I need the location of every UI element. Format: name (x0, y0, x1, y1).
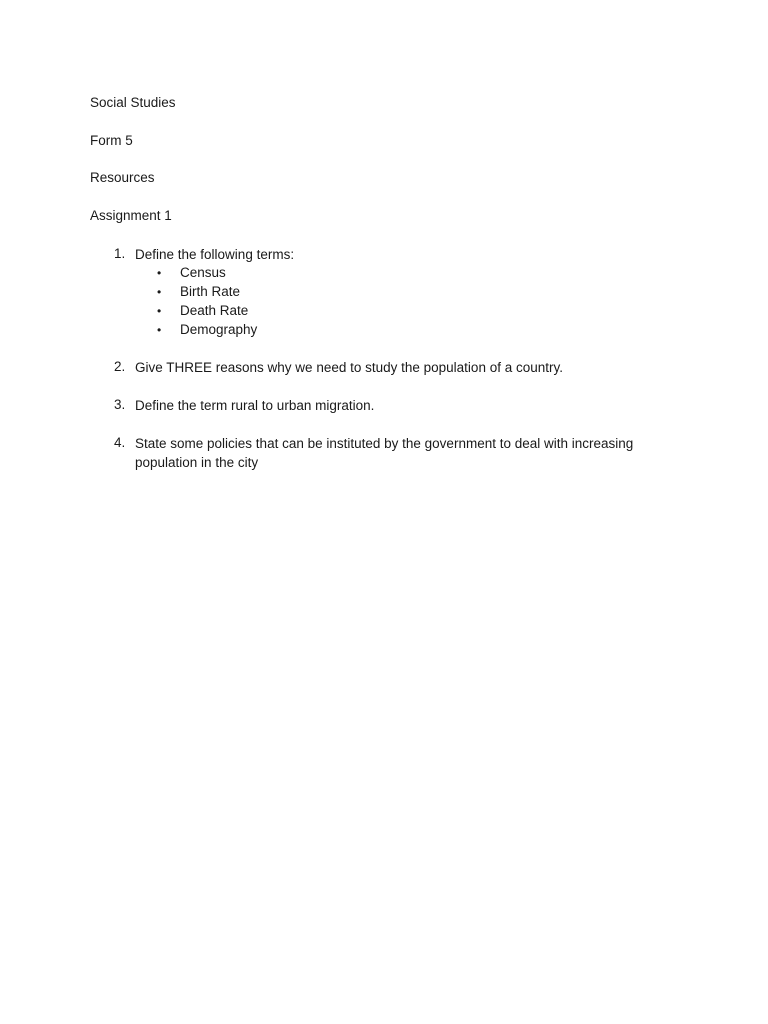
question-number: 1. (114, 246, 126, 261)
list-item: Demography (180, 322, 258, 337)
bullet-icon: • (157, 285, 162, 299)
list-item: Death Rate (180, 303, 249, 318)
question-text: Define the term rural to urban migration. (135, 398, 375, 413)
question-number: 4. (114, 435, 126, 450)
question-text: Define the following terms: (135, 247, 295, 262)
question-number: 3. (114, 397, 126, 412)
question-number: 2. (114, 359, 126, 374)
bullet-icon: • (157, 323, 162, 337)
question-text: State some policies that can be instituted by the government to deal with increasing population in the city (135, 436, 634, 470)
subject-heading: Social Studies (90, 95, 176, 110)
bullet-icon: • (157, 304, 162, 318)
list-item: Census (180, 265, 226, 280)
assignment-heading: Assignment 1 (90, 208, 172, 223)
form-heading: Form 5 (90, 133, 133, 148)
list-item: Birth Rate (180, 284, 241, 299)
topic-heading: Resources (90, 170, 155, 185)
bullet-icon: • (157, 266, 162, 280)
question-text: Give THREE reasons why we need to study the population of a country. (135, 360, 563, 375)
